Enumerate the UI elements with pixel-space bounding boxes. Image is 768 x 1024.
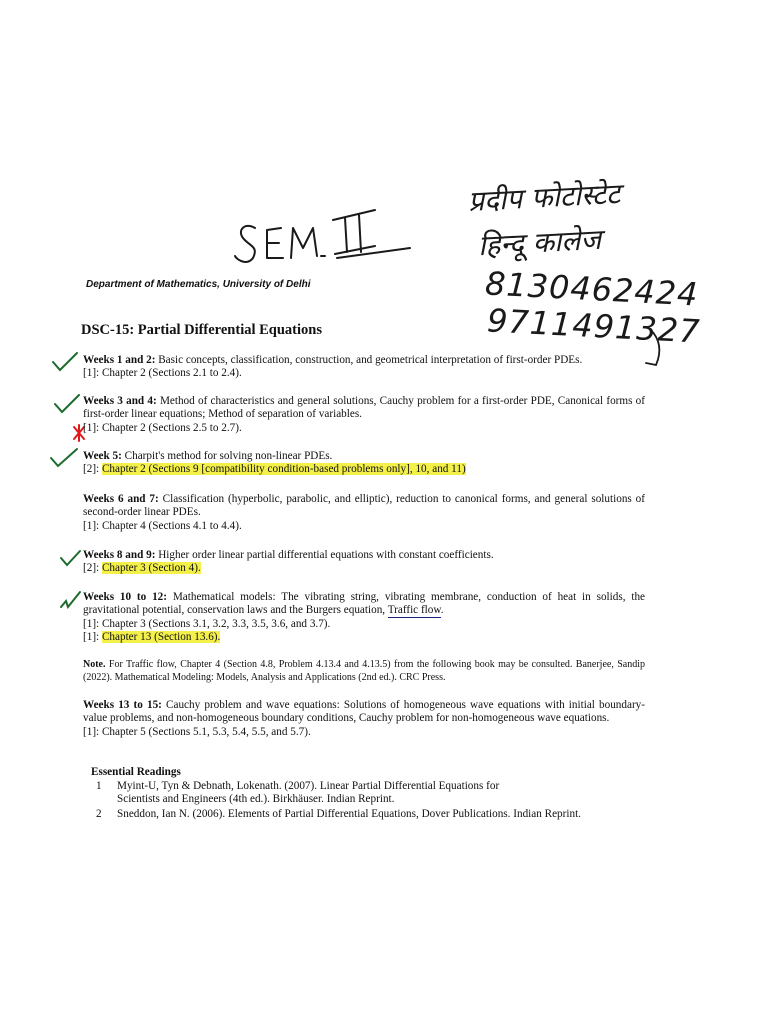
unit-weeks-8-9 [83, 549, 645, 576]
unit-weeks-13-15 [83, 699, 645, 739]
check-icon [58, 589, 82, 611]
handwritten-hindi-line2: हिन्दू कालेज [477, 222, 602, 263]
unit-weeks-6-7 [83, 493, 645, 533]
unit-weeks-3-4 [83, 395, 645, 435]
reading-item [96, 808, 656, 822]
unit-text: Cauchy problem and wave equations: Solutions of homogeneous wave equations with initial boundary-value problems, and non-homogeneous boundary conditions, Cauchy problem for non-homogeneous wave equations. [83, 699, 646, 725]
highlighted-reference: Chapter 3 (Section 4). [101, 562, 201, 575]
unit-text: Basic concepts, classification, construction, and geometrical interpretation of first-order PDEs. [155, 354, 583, 366]
unit-label: Weeks 3 and 4: [83, 395, 157, 407]
unit-text: Higher order linear partial differential equations with constant coefficients. [155, 549, 494, 561]
highlighted-reference: Chapter 13 (Section 13.6). [101, 631, 221, 644]
unit-week-5 [83, 450, 645, 477]
unit-label: Weeks 6 and 7: [83, 493, 159, 505]
unit-reference-prefix: [1]: [83, 631, 102, 644]
reading-text: Myint-U, Tyn & Debnath, Lokenath. (2007). Linear Partial Differential Equations for Scientists and Engineers (4th ed.). Birkhäuser. Indian Reprint. [117, 780, 500, 805]
reading-item [96, 780, 656, 806]
unit-weeks-10-12 [83, 591, 645, 645]
check-icon [50, 350, 80, 374]
unit-text-end: . [440, 604, 444, 617]
note-block [83, 659, 645, 684]
unit-reference-prefix: [2]: [83, 463, 102, 476]
unit-text: Classification (hyperbolic, parabolic, and elliptic), reduction to canonical forms, and general solutions of second-order linear PDEs. [83, 493, 645, 519]
course-title: DSC-15: Partial Differential Equations [81, 322, 322, 338]
handwritten-phone1: 8130462424 [484, 264, 700, 314]
unit-reference: [1]: Chapter 2 (Sections 2.1 to 2.4). [83, 367, 242, 380]
handwritten-hindi-line1: प्रदीप फोटोस्टेट [467, 177, 621, 218]
unit-reference: [1]: Chapter 5 (Sections 5.1, 5.3, 5.4, 5.5, and 5.7). [83, 725, 311, 738]
unit-text: Mathematical models: The vibrating string, vibrating membrane, conduction of heat in solids, the gravitational potential, conservation laws and the Burgers equation, [83, 591, 646, 617]
reading-number: 2 [96, 808, 102, 820]
unit-label: Weeks 8 and 9: [83, 549, 156, 561]
note-text: For Traffic flow, Chapter 4 (Section 4.8, Problem 4.13.4 and 4.13.5) from the following book may be consulted. Banerjee, Sandip (2022). Mathematical Modeling: Models, Analysis and Applications (2nd ed.). CRC Press. [83, 659, 645, 683]
unit-reference-prefix: [2]: [83, 562, 102, 575]
unit-label: Weeks 13 to 15: [83, 699, 162, 711]
handwritten-sem [225, 200, 425, 270]
essential-readings-heading: Essential Readings [91, 766, 181, 778]
unit-label: Weeks 1 and 2: [83, 354, 156, 366]
unit-reference: [1]: Chapter 3 (Sections 3.1, 3.2, 3.3, 3.5, 3.6, and 3.7). [83, 617, 331, 630]
check-icon [52, 392, 82, 416]
unit-text: Method of characteristics and general solutions, Cauchy problem for a first-order PDE, Canonical forms of first-order linear equations; Method of separation of variables. [83, 395, 646, 421]
unit-weeks-1-2 [83, 354, 645, 381]
unit-label: Week 5: [83, 450, 122, 462]
highlighted-reference: Chapter 2 (Sections 9 [compatibility condition-based problems only], 10, and 11) [101, 463, 466, 476]
traffic-flow-underlined: Traffic flow [387, 604, 441, 617]
unit-reference: [1]: Chapter 2 (Sections 2.5 to 2.7). [83, 421, 242, 434]
handwritten-phone2: 9711491327 [486, 301, 702, 351]
reading-text: Sneddon, Ian N. (2006). Elements of Partial Differential Equations, Dover Publications. Indian Reprint. [117, 808, 581, 820]
unit-text: Charpit's method for solving non-linear PDEs. [121, 450, 333, 462]
reading-number: 1 [96, 780, 102, 792]
check-icon [48, 446, 80, 470]
check-icon [58, 548, 82, 568]
department-name: Department of Mathematics, University of Delhi [86, 279, 311, 290]
unit-reference: [1]: Chapter 4 (Sections 4.1 to 4.4). [83, 519, 242, 532]
note-label: Note. [83, 659, 106, 670]
unit-label: Weeks 10 to 12: [83, 591, 168, 603]
